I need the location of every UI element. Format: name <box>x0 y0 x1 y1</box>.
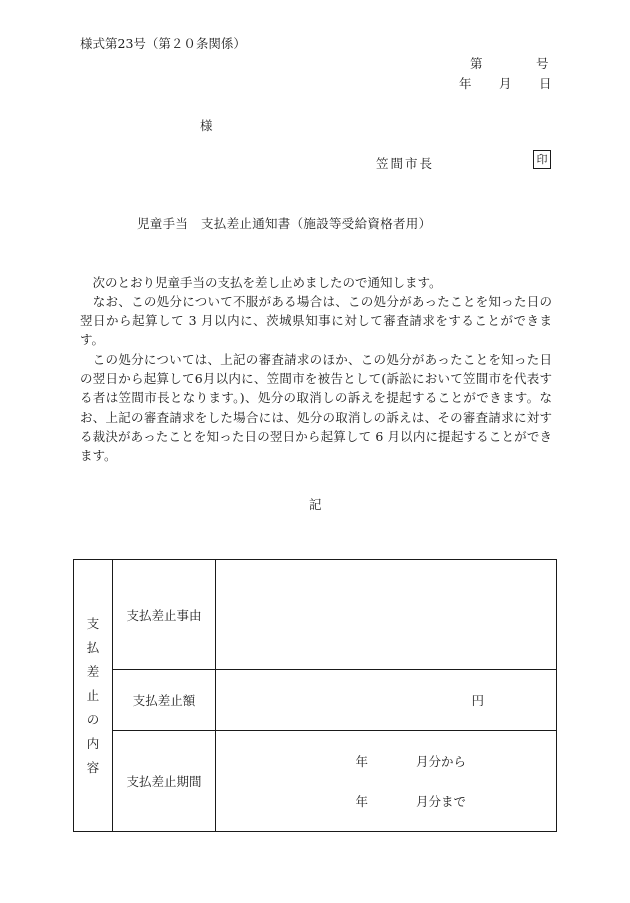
body-paragraph-notice: 次のとおり児童手当の支払を差し止めましたので通知します。 <box>92 275 442 290</box>
date-year-label: 年 <box>459 76 472 91</box>
document-title: 児童手当 支払差止通知書（施設等受給資格者用） <box>137 216 432 231</box>
date-month-label: 月 <box>499 76 512 91</box>
period-value-field[interactable] <box>216 731 557 832</box>
document-number-suffix: 号 <box>536 56 549 71</box>
amount-label: 支払差止額 <box>113 670 216 731</box>
period-to-line: 年 月分まで <box>355 794 467 809</box>
period-label: 支払差止期間 <box>113 731 216 832</box>
body-paragraph-appeal: なお、この処分について不服がある場合は、この処分があったことを知った日の翌日から起算して 3 月以内に、茨城県知事に対して審査請求をすることができます。 <box>80 294 552 348</box>
document-number-prefix: 第 <box>470 56 483 71</box>
ki-marker: 記 <box>309 497 322 512</box>
content-group-label: 支 払 差 止 の 内 容 <box>74 560 113 832</box>
suspension-content-table <box>73 559 557 832</box>
date-day-label: 日 <box>539 76 552 91</box>
reason-label: 支払差止事由 <box>113 560 216 670</box>
form-number: 様式第23号（第２０条関係） <box>80 36 246 51</box>
yen-unit: 円 <box>471 693 484 708</box>
recipient-honorific: 様 <box>200 118 213 133</box>
seal-mark: 印 <box>533 150 551 169</box>
body-paragraph-lawsuit: この処分については、上記の審査請求のほか、この処分があったことを知った日の翌日から起算して6月以内に、笠間市を被告として(訴訟において笠間市を代表する者は笠間市長となります。)、処分の取消しの訴えを提起することができます。なお、上記の審査請求をした場合には、処分の取消しの訴えは、その審査請求に対する裁決があったことを知った日の翌日から起算して 6 月以内に提起することができます。 <box>80 352 552 464</box>
reason-value-field[interactable] <box>216 560 557 670</box>
period-from-line: 年 月分から <box>355 754 467 769</box>
amount-value-field[interactable] <box>216 670 557 731</box>
issuer-name: 笠間市長 <box>376 156 435 171</box>
